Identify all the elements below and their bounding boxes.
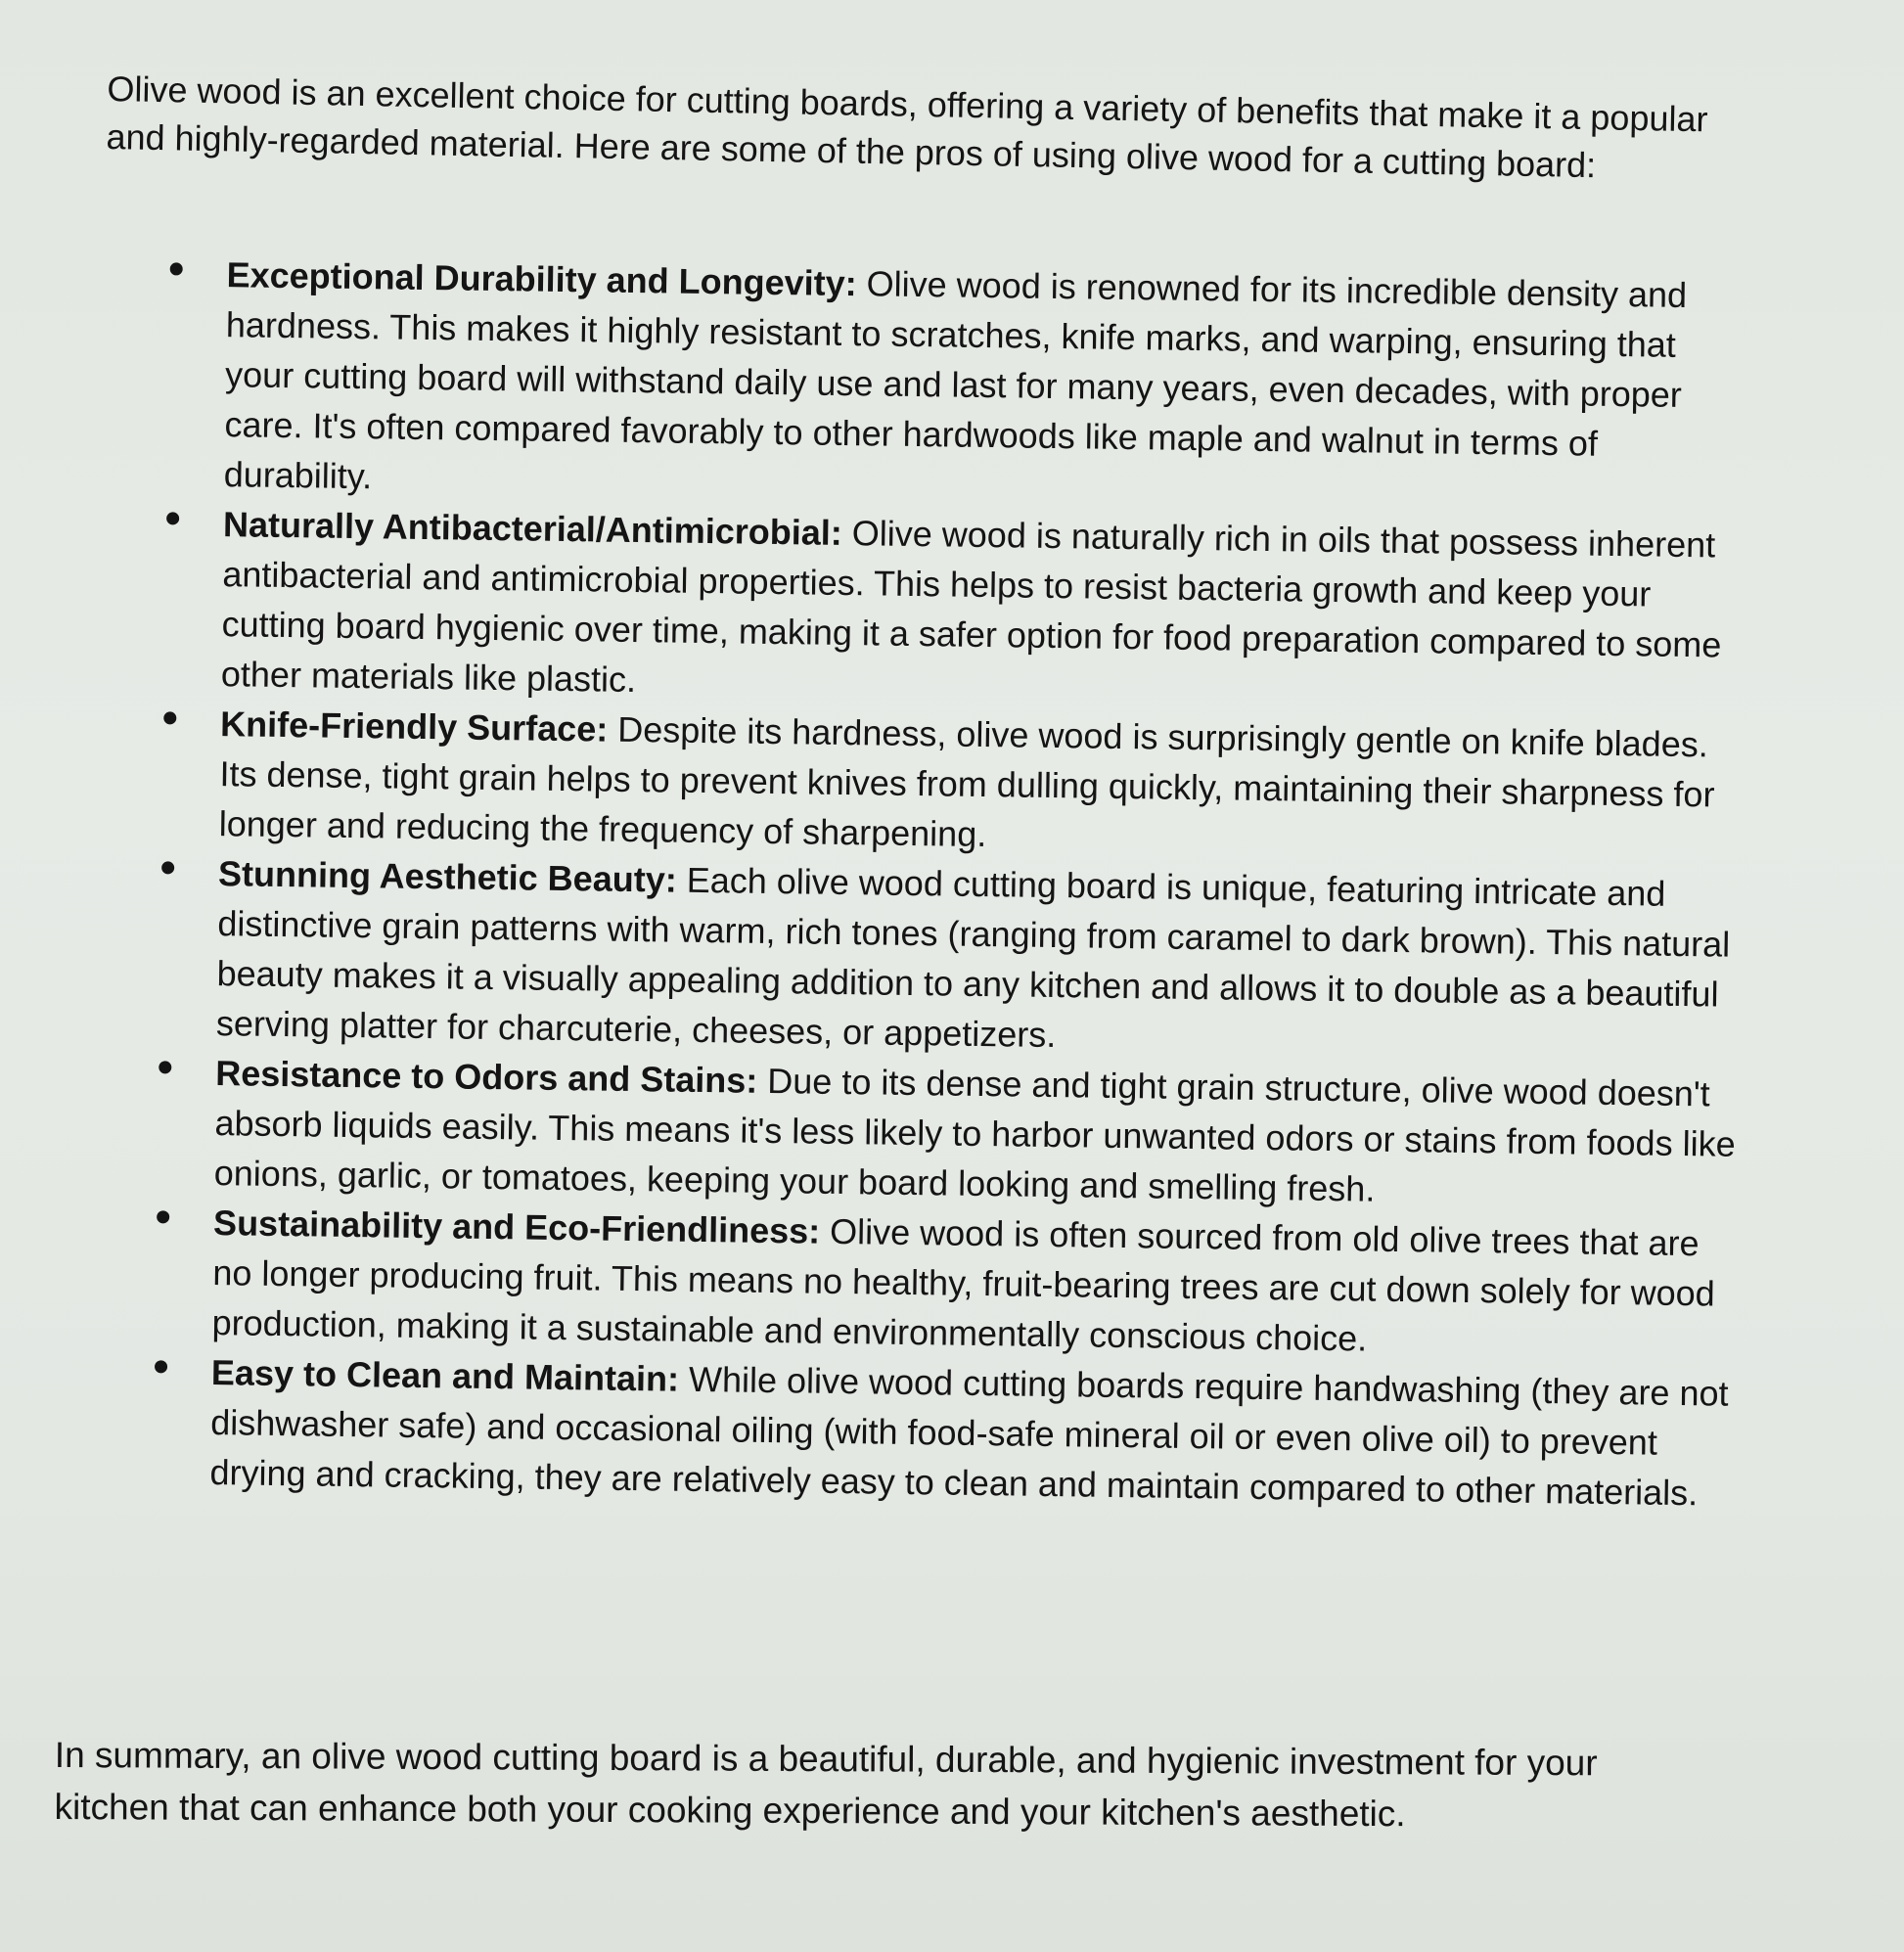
- bullet-icon: [155, 1360, 167, 1373]
- benefit-text: Olive wood is renowned for its incredible density and hardness. This makes it highly resistant to scratches, knife marks, and warping, ensuring that your cutting board will withstand daily use and last for many years, even decades, with proper care. It's often compared favorably to other hardwoods like maple and walnut in terms of durability.: [223, 263, 1688, 497]
- benefit-title: Sustainability and Eco-Friendliness:: [212, 1203, 821, 1251]
- benefit-title: Exceptional Durability and Longevity:: [226, 254, 857, 304]
- bullet-icon: [170, 262, 183, 275]
- list-item: [131, 1197, 1738, 1369]
- summary-paragraph: In summary, an olive wood cutting board is a beautiful, durable, and hygienic investment for your kitchen that can enhance both your cooking experience and your kitchen's aesthetic.: [54, 1734, 1598, 1835]
- list-item: [136, 847, 1744, 1069]
- bullet-icon: [166, 512, 179, 524]
- list-item: [133, 1047, 1740, 1219]
- bullet-icon: [161, 861, 174, 874]
- bullet-icon: [157, 1210, 169, 1223]
- benefit-text: Each olive wood cutting board is unique, featuring intricate and distinctive grain patterns with warm, rich tones (ranging from caramel to dark brown). This natural beauty makes it a visually appealing addition to any kitchen and allows it to double as a beautiful serving platter for charcuterie, cheeses, or appetizers.: [215, 859, 1731, 1056]
- benefit-text: Due to its dense and tight grain structure, olive wood doesn't absorb liquids easily. This means it's less likely to harbor unwanted odors or stains from foods like onions, garlic, or tomatoes, keeping your board looking and smelling fresh.: [213, 1060, 1736, 1209]
- benefit-title: Easy to Clean and Maintain:: [210, 1352, 680, 1399]
- bullet-icon: [163, 711, 176, 724]
- benefit-text: Despite its hardness, olive wood is surprisingly gentle on knife blades. Its dense, tight grain helps to prevent knives from dulling quickly, maintaining their sharpness for longer and reducing the frequency of sharpening.: [218, 708, 1715, 855]
- intro-paragraph: Olive wood is an excellent choice for cutting boards, offering a variety of benefits that make it a popular and highly-regarded material. Here are some of the pros of using olive wood for a cutting board:: [106, 68, 1708, 186]
- list-item: [143, 249, 1750, 521]
- list-item: [141, 498, 1748, 720]
- benefit-title: Knife-Friendly Surface:: [219, 704, 609, 749]
- benefit-text: While olive wood cutting boards require handwashing (they are not dishwasher safe) and occasional oiling (with food-safe mineral oil or even olive oil) to prevent drying and cracking, they are relatively easy to clean and maintain compared to other materials.: [209, 1358, 1729, 1514]
- list-item: [138, 698, 1745, 870]
- benefit-text: Olive wood is naturally rich in oils that possess inherent antibacterial and antimicrobial properties. This helps to resist bacteria growth and keep your cutting board hygienic over time, making it a safer option for food preparation compared to some other materials like plastic.: [220, 513, 1722, 701]
- benefit-text: Olive wood is often sourced from old olive trees that are no longer producing fruit. This means no healthy, fruit-bearing trees are cut down solely for wood production, making it a sustainable and environmentally conscious choice.: [211, 1210, 1716, 1359]
- benefit-title: Naturally Antibacterial/Antimicrobial:: [222, 504, 843, 553]
- benefit-title: Resistance to Odors and Stains:: [214, 1053, 758, 1101]
- benefits-list: [129, 249, 1751, 1519]
- bullet-icon: [159, 1061, 171, 1073]
- list-item: [129, 1346, 1736, 1519]
- benefit-title: Stunning Aesthetic Beauty:: [217, 853, 678, 900]
